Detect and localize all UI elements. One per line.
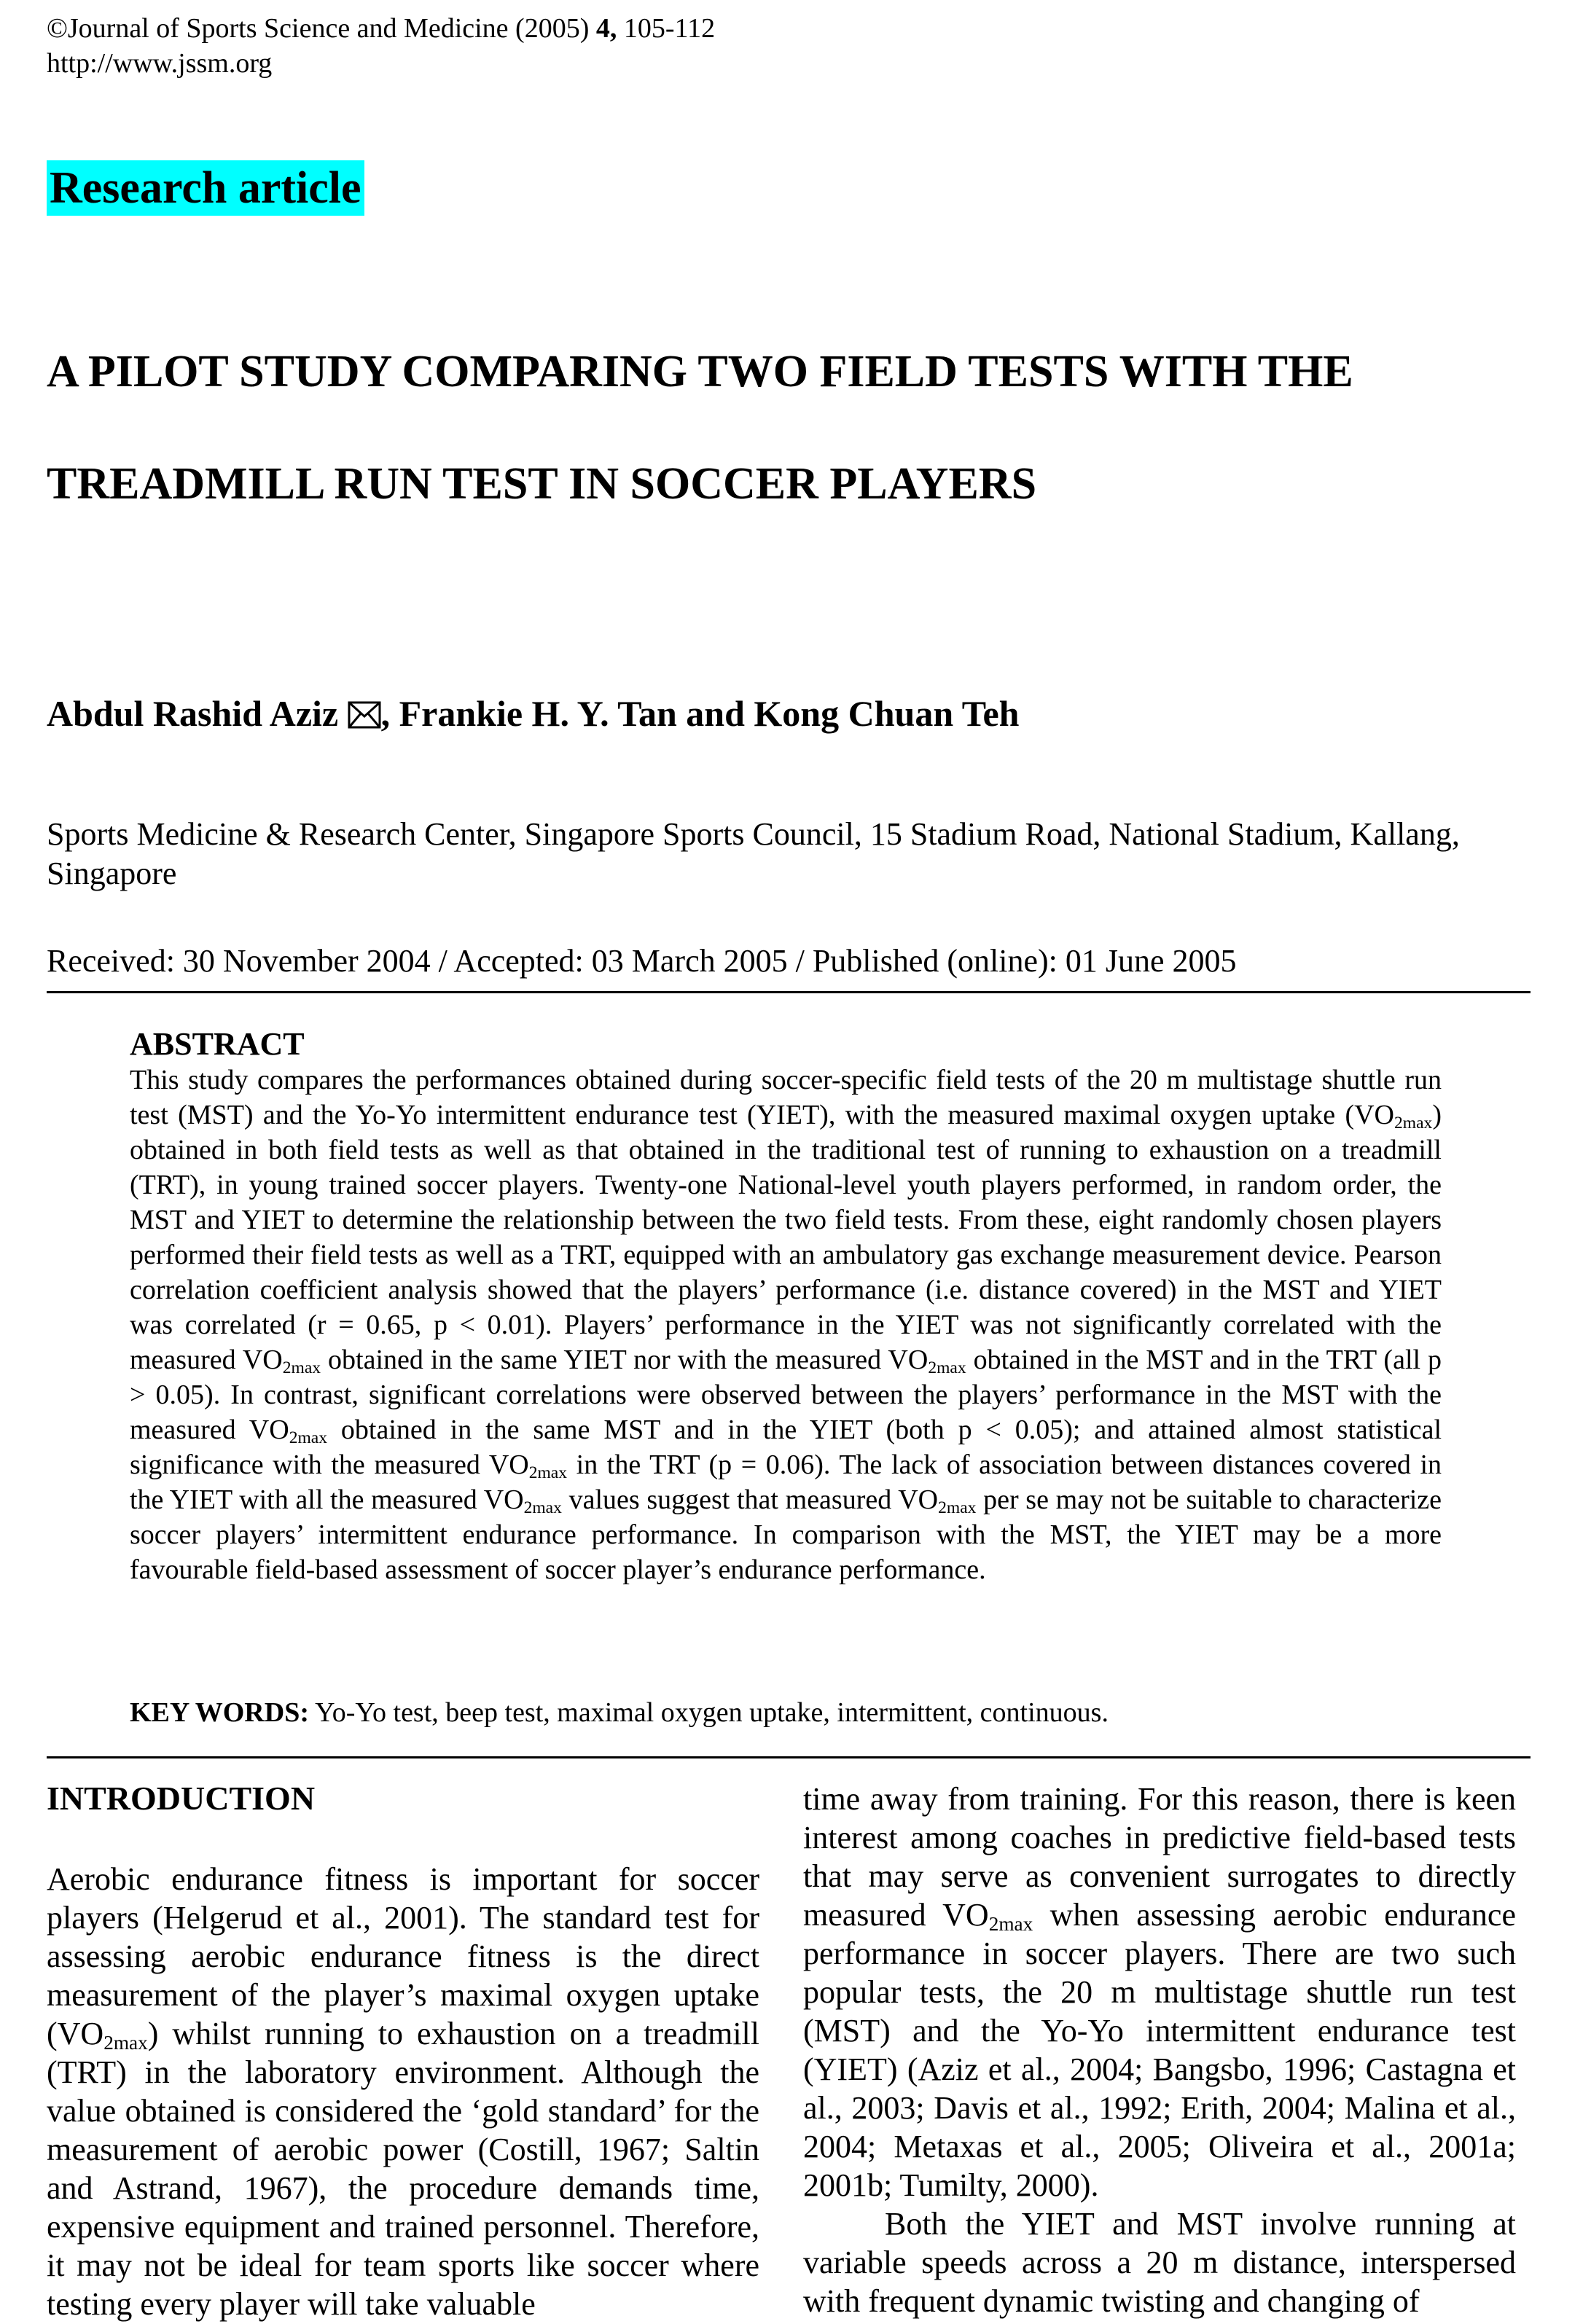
abstract-text: This study compares the performances obtained during soccer-specific field tests of the 20 m multistage shuttle run test (MST) and the Yo-Yo intermittent endurance test (YIET), with the measured maximal oxygen uptake $(VO_{2max})$ obtained in both field tests as well as that obtained in the traditional test of running to exhaustion on a treadmill (TRT), in young trained soccer players. Twenty-one National-level youth players performed, in random order, the MST and YIET to determine the relationship between the two field tests. From these, eight randomly chosen players performed their field tests as well as a TRT, equipped with an ambulatory gas exchange measurement device. Pearson correlation coefficient analysis showed that the players’ performance (i.e. distance covered) in the MST and YIET was correlated (r = 0.65, p < 0.01). Players’ performance in the YIET was not significantly correlated with the measured $VO_{2max}$ obtained in the same YIET nor with the measured $VO_{2max}$ obtained in the MST and in the TRT (all p > 0.05). In contrast, significant correlations were observed between the players’ performance in the MST with the measured $VO_{2max}$ obtained in the same MST and in the YIET (both p < 0.05); and attained almost statistical significance with the measured $VO_{2max}$ in the TRT (p = 0.06). The lack of association between distances covered in the YIET with all the measured $VO_{2max}$ values suggest that measured $VO_{2max}$ per se may not be suitable to characterize soccer players’ intermittent endurance performance. In comparison with the MST, the YIET may be a more favourable field-based assessment of soccer player’s endurance performance.: [130, 1065, 1442, 1585]
article-type-label: Research article: [47, 160, 364, 216]
journal-url[interactable]: http://www.jssm.org: [47, 48, 273, 79]
body-paragraph: Aerobic endurance fitness is important for soccer players (Helgerud et al., 2001). The standard test for assessing aerobic endurance fitness is the direct measurement of the player’s maximal oxygen uptake $(VO_{2max})$ whilst running to exhaustion on a treadmill (TRT) in the laboratory environment. Although the value obtained is considered the ‘gold standard’ for the measurement of aerobic power (Costill, 1967; Saltin and Astrand, 1967), the procedure demands time, expensive equipment and trained personnel. Therefore, it may not be ideal for team sports like soccer where testing every player will take valuable: [47, 1861, 759, 2322]
body-column-left: [47, 1778, 759, 2323]
keywords-line: [130, 1695, 1109, 1730]
co-authors: , Frankie H. Y. Tan and Kong Chuan Teh: [380, 693, 1020, 734]
keywords-text: Yo-Yo test, beep test, maximal oxygen uptake, intermittent, continuous.: [308, 1697, 1109, 1728]
body-column-right: [803, 1780, 1516, 2320]
body-paragraph: Both the YIET and MST involve running at variable speeds across a 20 m distance, interspersed with frequent dynamic twisting and changing of: [803, 2206, 1516, 2319]
divider-rule: [47, 1756, 1531, 1758]
abstract-section: [130, 1026, 1442, 1587]
keywords-label: KEY WORDS:: [130, 1697, 309, 1728]
divider-rule: [47, 991, 1531, 993]
journal-volume: 4,: [595, 13, 617, 44]
article-title-line-2: TREADMILL RUN TEST IN SOCCER PLAYERS: [47, 459, 1037, 509]
abstract-heading: ABSTRACT: [130, 1026, 305, 1062]
publication-dates: Received: 30 November 2004 / Accepted: 03 March 2005 / Published (online): 01 June 2005: [47, 943, 1237, 979]
article-title-line-1: A PILOT STUDY COMPARING TWO FIELD TESTS WITH THE: [47, 347, 1353, 396]
section-heading-introduction: INTRODUCTION: [47, 1780, 316, 1817]
journal-pages: 105-112: [617, 13, 716, 44]
author-list: [47, 691, 1019, 739]
journal-citation-prefix: ©Journal of Sports Science and Medicine (2005): [47, 13, 596, 44]
author-affiliation: Sports Medicine & Research Center, Singapore Sports Council, 15 Stadium Road, National Stadium, Kallang, Singapore: [47, 816, 1460, 891]
envelope-icon[interactable]: [348, 694, 381, 739]
journal-citation: [47, 12, 715, 45]
body-paragraph: time away from training. For this reason, there is keen interest among coaches in predictive field-based tests that may serve as convenient surrogates to directly measured $VO_{2max}$ when assessing aerobic endurance performance in soccer players. There are two such popular tests, the 20 m multistage shuttle run test (MST) and the Yo-Yo intermittent endurance test (YIET) (Aziz et al., 2004; Bangsbo, 1996; Castagna et al., 2003; Davis et al., 1992; Erith, 2004; Malina et al., 2004; Metaxas et al., 2005; Oliveira et al., 2001a; 2001b; Tumilty, 2000).: [803, 1781, 1516, 2203]
corresponding-author: Abdul Rashid Aziz: [47, 693, 348, 734]
